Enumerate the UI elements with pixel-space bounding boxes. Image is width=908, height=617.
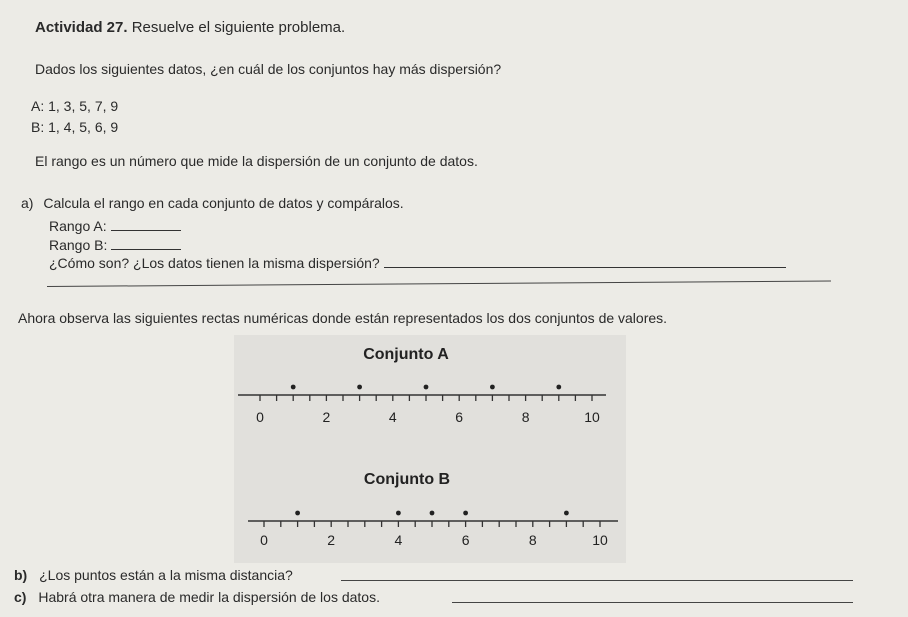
range-definition: El rango es un número que mide la dispersión de un conjunto de datos. [35, 153, 478, 169]
part-c-answer-blank[interactable] [452, 602, 853, 603]
activity-instruction: Resuelve el siguiente problema. [131, 19, 346, 36]
tick-label: 10 [592, 532, 608, 548]
part-b-text: ¿Los puntos están a la misma distancia? [39, 567, 293, 583]
observe-text: Ahora observa las siguientes rectas numéricas donde están representados los dos conjuntos de valores. [18, 310, 668, 326]
data-point [291, 385, 296, 390]
part-b-letter: b) [14, 567, 28, 583]
data-point [463, 511, 468, 516]
data-point [424, 385, 429, 390]
range-b-answer-blank[interactable] [111, 237, 181, 250]
compare-question: ¿Cómo son? ¿Los datos tienen la misma dispersión? [49, 255, 380, 271]
activity-title: Actividad 27. [35, 19, 128, 36]
data-point [430, 511, 435, 516]
chart-title: Conjunto A [363, 346, 449, 363]
data-point [490, 385, 495, 390]
data-point [564, 511, 569, 516]
set-a-values: A: 1, 3, 5, 7, 9 [31, 98, 119, 114]
number-lines-figure [234, 335, 626, 563]
range-b-label: Rango B: [49, 237, 108, 253]
tick-label: 6 [455, 409, 464, 425]
number-lines-svg [234, 335, 626, 563]
tick-label: 8 [528, 532, 537, 548]
chart-title: Conjunto B [363, 471, 451, 488]
activity-header [35, 19, 345, 36]
tick-label: 4 [388, 409, 397, 425]
part-b-answer-blank[interactable] [341, 580, 853, 581]
range-a-row [49, 218, 181, 234]
tick-label: 8 [521, 409, 530, 425]
tick-label: 4 [394, 532, 403, 548]
range-a-label: Rango A: [49, 218, 107, 234]
data-point [396, 511, 401, 516]
tick-label: 2 [327, 532, 336, 548]
tick-label: 2 [322, 409, 331, 425]
tick-label: 10 [584, 409, 600, 425]
tick-label: 0 [256, 409, 264, 425]
part-a [21, 195, 404, 211]
data-point [556, 385, 561, 390]
part-b [14, 567, 293, 583]
data-point [295, 511, 300, 516]
range-b-row [49, 237, 181, 253]
data-point [357, 385, 362, 390]
set-b-values: B: 1, 4, 5, 6, 9 [31, 119, 119, 135]
tick-label: 6 [461, 532, 470, 548]
compare-answer-blank[interactable] [384, 255, 786, 268]
question-intro: Dados los siguientes datos, ¿en cuál de los conjuntos hay más dispersión? [35, 61, 502, 77]
part-a-text: Calcula el rango en cada conjunto de datos y compáralos. [43, 195, 404, 211]
part-c-text: Habrá otra manera de medir la dispersión de los datos. [38, 589, 380, 605]
part-c-letter: c) [14, 589, 27, 605]
range-a-answer-blank[interactable] [111, 218, 181, 231]
tick-label: 0 [260, 532, 268, 548]
compare-question-row [49, 255, 786, 271]
part-a-letter: a) [21, 195, 34, 211]
part-c [14, 589, 380, 605]
compare-answer-line[interactable] [47, 281, 831, 287]
